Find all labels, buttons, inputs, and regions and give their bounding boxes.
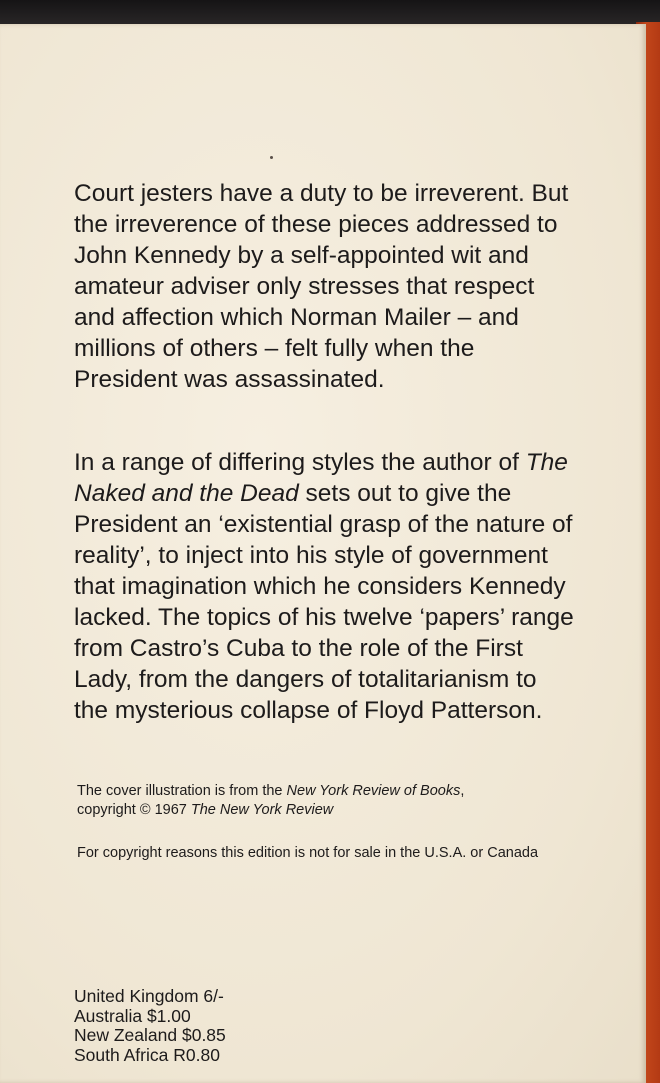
cover-illustration-credit — [77, 782, 597, 820]
copyright-holder: The New York Review — [190, 802, 334, 818]
price-list — [74, 987, 226, 1065]
price-australia: Australia $1.00 — [74, 1005, 191, 1026]
credit-comma: , — [460, 783, 465, 799]
back-cover-page — [0, 24, 646, 1083]
credit-prefix: The cover illustration is from the — [77, 783, 287, 799]
paper-speck — [270, 156, 273, 159]
top-background-band — [0, 0, 660, 26]
blurb-paragraph-1: Court jesters have a duty to be irreverent. But the irreverence of these pieces addressed to John Kennedy by a self-appointed wit and amateur adviser only stresses that respect and affection which Norman Mailer – and millions of others – felt fully when the President was assassinated. — [74, 180, 569, 393]
rights-notice: For copyright reasons this edition is not for sale in the U.S.A. or Canada — [77, 845, 539, 861]
copyright-prefix: copyright © 1967 — [77, 802, 191, 818]
price-united-kingdom: United Kingdom 6/- — [74, 986, 224, 1006]
book-title: The Naked and the Dead — [74, 449, 568, 507]
price-new-zealand: New Zealand $0.85 — [74, 1025, 226, 1045]
blurb-paragraph-2-rest: sets out to give the President an ‘existential grasp of the nature of reality’, to inject into his style of government that imagination which he considers Kennedy lacked. The topics of his twelve ‘papers’ range from Castro’s Cuba to the role of the First Lady, from the dangers of totalitarianism to the mysterious collapse of Floyd Patterson. — [74, 480, 574, 724]
price-south-africa: South Africa R0.80 — [74, 1044, 220, 1065]
credit-source: New York Review of Books — [286, 783, 461, 799]
blurb-paragraph-2 — [74, 447, 574, 726]
blurb-paragraph-2-intro: In a range of differing styles the author of — [74, 449, 526, 476]
